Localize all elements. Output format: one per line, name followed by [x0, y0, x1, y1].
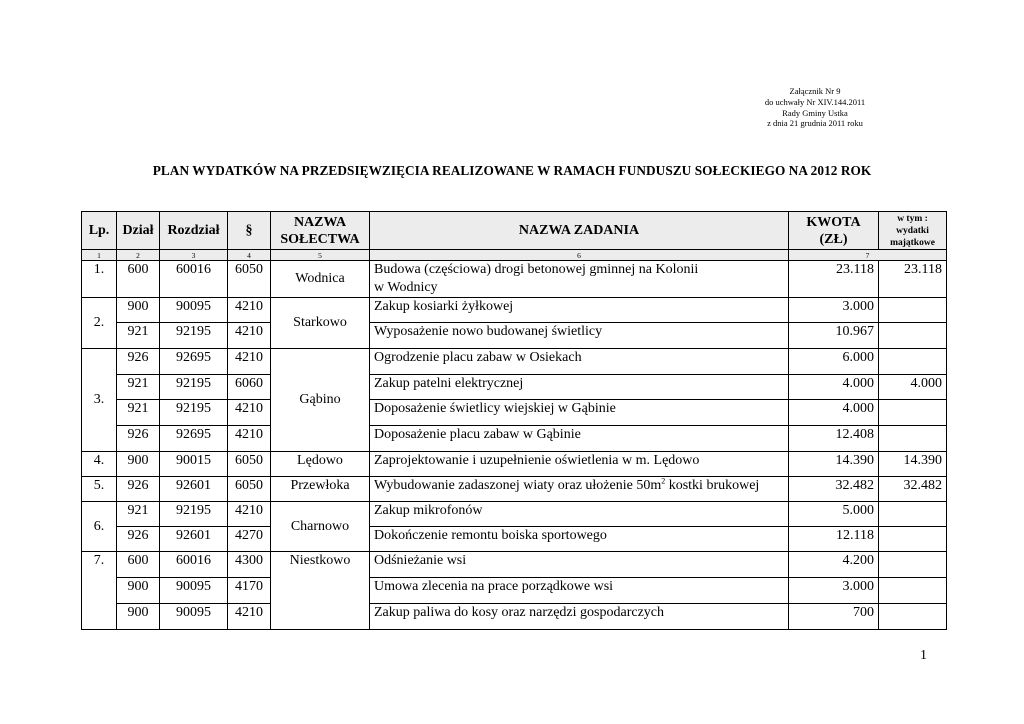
cell-paragraf: 4210 [228, 502, 271, 527]
cell-dzial: 926 [117, 527, 160, 552]
header-solectwo [271, 212, 370, 250]
cell-dzial: 926 [117, 426, 160, 452]
cell-paragraf: 6050 [228, 477, 271, 502]
cell-lp: 2. [82, 298, 117, 349]
cell-rozdzial: 90015 [160, 452, 228, 477]
header-majatkowe [879, 212, 947, 250]
cell-zadanie: Zaprojektowanie i uzupełnienie oświetlenia w m. Lędowo [370, 452, 789, 477]
cell-zadanie: Zakup kosiarki żyłkowej [370, 298, 789, 323]
cell-rozdzial: 90095 [160, 298, 228, 323]
column-number: 2 [117, 250, 160, 261]
cell-majatkowe [879, 298, 947, 323]
cell-rozdzial: 92695 [160, 426, 228, 452]
cell-paragraf: 4170 [228, 578, 271, 604]
cell-majatkowe: 4.000 [879, 375, 947, 400]
table-row [82, 323, 947, 349]
annex-line: z dnia 21 grudnia 2011 roku [767, 118, 863, 129]
header-majatkowe-line: w tym : [897, 213, 928, 224]
cell-rozdzial: 92195 [160, 323, 228, 349]
cell-lp: 5. [82, 477, 117, 502]
cell-kwota: 12.408 [789, 426, 879, 452]
column-number: 5 [271, 250, 370, 261]
cell-zadanie: Dokończenie remontu boiska sportowego [370, 527, 789, 552]
cell-kwota: 10.967 [789, 323, 879, 349]
cell-majatkowe [879, 323, 947, 349]
cell-rozdzial: 92695 [160, 349, 228, 375]
cell-zadanie: Ogrodzenie placu zabaw w Osiekach [370, 349, 789, 375]
cell-zadanie [370, 477, 789, 502]
cell-paragraf: 4300 [228, 552, 271, 578]
zadanie-text: kostki brukowej [665, 478, 760, 493]
cell-majatkowe [879, 604, 947, 630]
cell-dzial: 900 [117, 298, 160, 323]
cell-dzial: 900 [117, 604, 160, 630]
cell-dzial: 900 [117, 578, 160, 604]
table-row [82, 375, 947, 400]
cell-majatkowe [879, 552, 947, 578]
cell-majatkowe [879, 349, 947, 375]
cell-paragraf: 4210 [228, 349, 271, 375]
cell-kwota: 4.000 [789, 375, 879, 400]
cell-rozdzial: 92601 [160, 527, 228, 552]
table-row [82, 552, 947, 578]
column-number: 1 [82, 250, 117, 261]
cell-dzial: 600 [117, 552, 160, 578]
zadanie-line: Budowa (częściowa) drogi betonowej gminnej na Kolonii [374, 262, 699, 277]
table-row [82, 604, 947, 630]
cell-lp: 7. [82, 552, 117, 630]
header-dzial: Dział [117, 212, 160, 250]
cell-zadanie: Zakup paliwa do kosy oraz narzędzi gospodarczych [370, 604, 789, 630]
cell-dzial: 900 [117, 452, 160, 477]
superscript-2: 2 [661, 476, 666, 486]
cell-zadanie: Odśnieżanie wsi [370, 552, 789, 578]
cell-majatkowe [879, 527, 947, 552]
cell-rozdzial: 60016 [160, 552, 228, 578]
table-row [82, 261, 947, 298]
cell-majatkowe [879, 400, 947, 426]
cell-lp: 1. [82, 261, 117, 298]
cell-paragraf: 6050 [228, 261, 271, 298]
table-row [82, 298, 947, 323]
header-majatkowe-line: majątkowe [890, 237, 935, 248]
annex-note [730, 86, 900, 129]
cell-solectwo: Gąbino [271, 349, 370, 452]
header-majatkowe-line: wydatki [896, 225, 929, 236]
cell-rozdzial: 60016 [160, 261, 228, 298]
cell-zadanie: Umowa zlecenia na prace porządkowe wsi [370, 578, 789, 604]
cell-majatkowe [879, 578, 947, 604]
cell-kwota: 3.000 [789, 578, 879, 604]
cell-majatkowe: 14.390 [879, 452, 947, 477]
cell-solectwo: Lędowo [271, 452, 370, 477]
cell-paragraf: 6060 [228, 375, 271, 400]
cell-majatkowe: 32.482 [879, 477, 947, 502]
header-kwota [789, 212, 879, 250]
cell-paragraf: 6050 [228, 452, 271, 477]
cell-solectwo: Niestkowo [271, 552, 370, 630]
cell-rozdzial: 90095 [160, 578, 228, 604]
annex-line: do uchwały Nr XIV.144.2011 [764, 96, 866, 107]
table-row [82, 452, 947, 477]
cell-zadanie: Zakup patelni elektrycznej [370, 375, 789, 400]
cell-kwota: 3.000 [789, 298, 879, 323]
cell-solectwo: Wodnica [271, 261, 370, 298]
header-lp: Lp. [82, 212, 117, 250]
cell-paragraf: 4210 [228, 298, 271, 323]
table-row [82, 426, 947, 452]
cell-paragraf: 4210 [228, 400, 271, 426]
header-paragraf: § [228, 212, 271, 250]
cell-rozdzial: 92601 [160, 477, 228, 502]
cell-lp: 4. [82, 452, 117, 477]
page-number: 1 [920, 648, 927, 663]
cell-paragraf: 4210 [228, 426, 271, 452]
cell-lp: 6. [82, 502, 117, 552]
cell-dzial: 921 [117, 323, 160, 349]
zadanie-text: Wybudowanie zadaszonej wiaty oraz ułożenie 50m [374, 478, 662, 493]
cell-rozdzial: 92195 [160, 400, 228, 426]
cell-dzial: 926 [117, 349, 160, 375]
cell-dzial: 600 [117, 261, 160, 298]
table-row [82, 502, 947, 527]
header-kwota-line: KWOTA [806, 214, 861, 230]
cell-majatkowe [879, 426, 947, 452]
cell-kwota: 32.482 [789, 477, 879, 502]
column-number: 4 [228, 250, 271, 261]
cell-kwota: 6.000 [789, 349, 879, 375]
table-header-row [82, 212, 947, 250]
expenditure-table [81, 211, 947, 630]
cell-kwota: 4.000 [789, 400, 879, 426]
column-number: 6 [370, 250, 789, 261]
cell-solectwo: Charnowo [271, 502, 370, 552]
cell-majatkowe [879, 502, 947, 527]
cell-rozdzial: 92195 [160, 502, 228, 527]
cell-kwota: 12.118 [789, 527, 879, 552]
cell-solectwo: Przewłoka [271, 477, 370, 502]
cell-paragraf: 4210 [228, 604, 271, 630]
cell-kwota: 23.118 [789, 261, 879, 298]
cell-zadanie: Zakup mikrofonów [370, 502, 789, 527]
cell-kwota: 5.000 [789, 502, 879, 527]
column-number: 3 [160, 250, 228, 261]
header-rozdzial: Rozdział [160, 212, 228, 250]
cell-kwota: 4.200 [789, 552, 879, 578]
annex-line: Załącznik Nr 9 [789, 86, 841, 96]
table-row [82, 477, 947, 502]
cell-lp: 3. [82, 349, 117, 452]
cell-rozdzial: 90095 [160, 604, 228, 630]
cell-paragraf: 4270 [228, 527, 271, 552]
cell-zadanie [370, 261, 789, 298]
cell-solectwo: Starkowo [271, 298, 370, 349]
header-zadanie: NAZWA ZADANIA [370, 212, 789, 250]
cell-dzial: 921 [117, 375, 160, 400]
cell-dzial: 926 [117, 477, 160, 502]
header-solectwo-line: SOŁECTWA [280, 231, 360, 247]
table-row [82, 400, 947, 426]
cell-majatkowe: 23.118 [879, 261, 947, 298]
table-row [82, 349, 947, 375]
cell-paragraf: 4210 [228, 323, 271, 349]
header-kwota-line: (ZŁ) [819, 231, 848, 247]
column-number: 7 [789, 250, 947, 261]
header-solectwo-line: NAZWA [293, 214, 347, 230]
column-number-row [82, 250, 947, 261]
document-title: PLAN WYDATKÓW NA PRZEDSIĘWZIĘCIA REALIZOWANE W RAMACH FUNDUSZU SOŁECKIEGO NA 2012 ROK [152, 163, 872, 178]
table-row [82, 527, 947, 552]
cell-zadanie: Doposażenie świetlicy wiejskiej w Gąbinie [370, 400, 789, 426]
zadanie-line: w Wodnicy [374, 280, 438, 295]
cell-rozdzial: 92195 [160, 375, 228, 400]
table-row [82, 578, 947, 604]
cell-dzial: 921 [117, 502, 160, 527]
cell-kwota: 700 [789, 604, 879, 630]
cell-dzial: 921 [117, 400, 160, 426]
cell-zadanie: Wyposażenie nowo budowanej świetlicy [370, 323, 789, 349]
annex-line: Rady Gminy Ustka [782, 107, 848, 118]
cell-zadanie: Doposażenie placu zabaw w Gąbinie [370, 426, 789, 452]
cell-kwota: 14.390 [789, 452, 879, 477]
